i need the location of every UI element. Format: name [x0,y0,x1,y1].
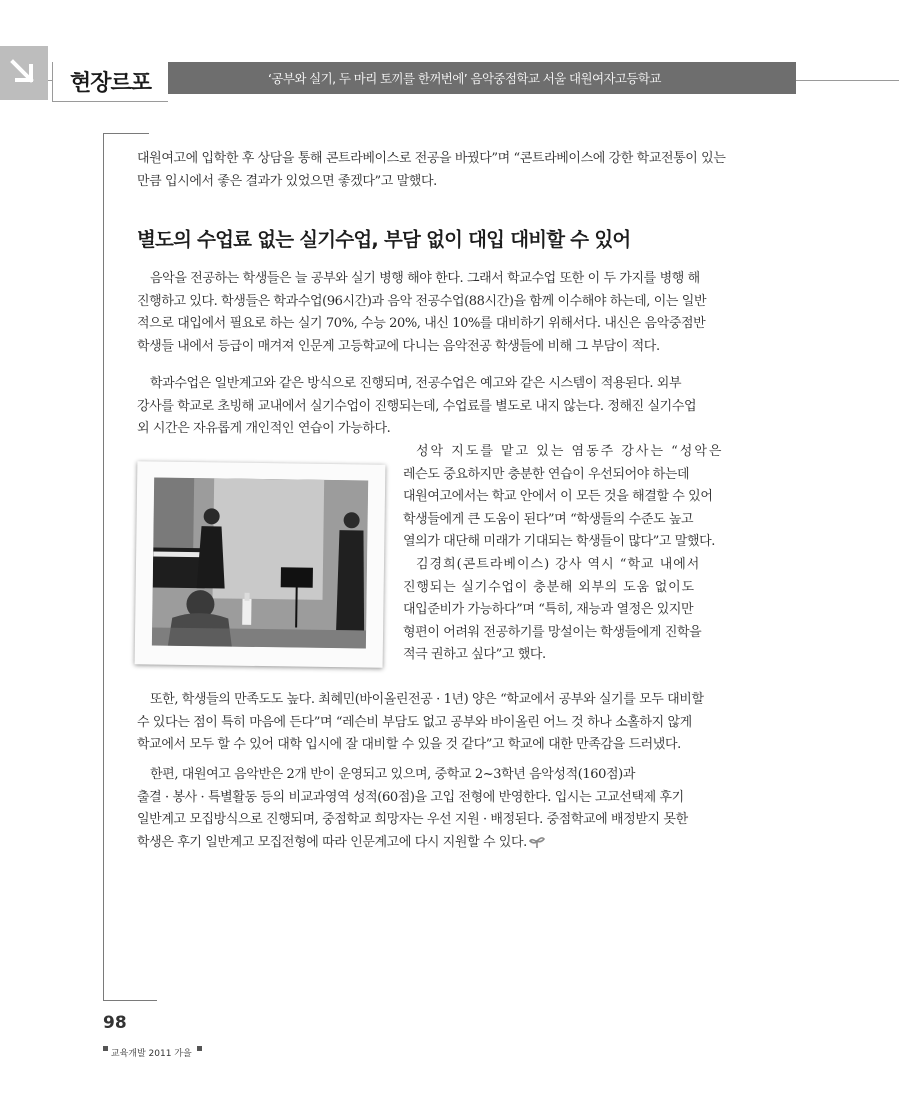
article-title-band [168,62,796,94]
text-line: 적극 권하고 싶다”고 했다. [403,647,546,663]
text-line: 진행되는 실기수업이 충분해 외부의 도움 없이도 [403,579,695,595]
footer-text: 교육개발 2011 가을 [110,1049,192,1059]
section-tab: 현장르포 [52,62,168,102]
footer-square-icon [103,1046,108,1051]
paragraph-3 [137,689,777,757]
photo-scene [152,478,368,649]
text-line: 김경희(콘트라베이스) 강사 역시 “학교 내에서 [416,556,701,572]
text-line: 강사를 학교로 초빙해 교내에서 실기수업이 진행되는데, 수업료를 별도로 내지 않는다. 정해진 실기수업 [137,398,697,414]
text-line: 만큼 입시에서 좋은 결과가 있었으면 좋겠다”고 말했다. [137,173,437,189]
paragraph-1 [137,268,777,358]
class-photo [152,478,368,649]
text-line: 진행하고 있다. 학생들은 학과수업(96시간)과 음악 전공수업(88시간)을 함께 이수해야 하는데, 이는 일반 [137,293,707,309]
frame-left-rule [103,133,104,1001]
text-line [137,832,777,855]
text-line: 학생들 내에서 등급이 매겨져 인문계 고등학교에 다니는 음악전공 학생들에 비해 그 부담이 적다. [137,338,660,354]
text-line: 수 있다는 점이 특히 마음에 든다”며 “레슨비 부담도 없고 공부와 바이올린 어느 것 하나 소홀하지 않게 [137,714,692,730]
text-line: 한편, 대원여고 음악반은 2개 반이 운영되고 있으며, 중학교 2~3학년 음악성적(160점)과 [150,767,636,782]
text-line-content: 학생은 후기 일반계고 모집전형에 따라 인문계고에 다시 지원할 수 있다. [137,834,527,850]
text-line: 학과수업은 일반계고와 같은 방식으로 진행되며, 전공수업은 예고와 같은 시스템이 적용된다. 외부 [150,376,682,391]
page-number: 98 [103,1013,127,1033]
paragraph-4 [137,764,777,854]
leaf-end-mark-icon [529,835,545,849]
side-column [403,441,777,667]
text-line: 외 시간은 자유롭게 개인적인 연습이 가능하다. [137,421,391,437]
text-line: 열의가 대단해 미래가 기대되는 학생들이 많다”고 말했다. [403,534,716,550]
text-line: 적으로 대입에서 필요로 하는 실기 70%, 수능 20%, 내신 10%를 대비하기 위해서다. 내신은 음악중점반 [137,316,706,332]
text-line: 출결 · 봉사 · 특별활동 등의 비교과영역 성적(60점)을 고입 전형에 반영한다. 입시는 고교선택제 후기 [137,789,684,805]
frame-top-rule [103,133,149,134]
photo-frame [135,461,386,667]
corner-box [0,46,48,100]
text-line: 레슨도 중요하지만 충분한 연습이 우선되어야 하는데 [403,466,690,482]
text-line: 일반계고 모집방식으로 진행되며, 중점학교 희망자는 우선 지원 · 배정된다. 중점학교에 배정받지 못한 [137,812,688,828]
frame-bottom-rule [103,1000,157,1001]
text-line: 대입준비가 가능하다”며 “특히, 재능과 열정은 있지만 [403,602,694,618]
section-heading: 별도의 수업료 없는 실기수업, 부담 없이 대입 대비할 수 있어 [137,228,631,251]
text-line: 성악 지도를 맡고 있는 염동주 강사는 “성악은 [416,444,724,459]
arrow-down-right-icon [9,58,39,88]
paragraph-2 [137,373,777,441]
text-line: 학생들에게 큰 도움이 된다”며 “학생들의 수준도 높고 [403,511,694,527]
footer [103,1046,202,1059]
intro-paragraph [137,148,777,193]
text-line: 대원여고에서는 학교 안에서 이 모든 것을 해결할 수 있어 [403,489,713,505]
text-line: 또한, 학생들의 만족도도 높다. 최혜민(바이올린전공 · 1년) 양은 “학교에서 공부와 실기를 모두 대비할 [150,692,704,707]
text-line: 학교에서 모두 할 수 있어 대학 입시에 잘 대비할 수 있을 것 같다”고 학교에 대한 만족감을 드러냈다. [137,737,681,753]
footer-square-icon [197,1046,202,1051]
text-line: 대원여고에 입학한 후 상담을 통해 콘트라베이스로 전공을 바꿨다”며 “콘트라베이스에 강한 학교전통이 있는 [137,151,726,166]
text-line: 형편이 어려워 전공하기를 망설이는 학생들에게 진학을 [403,624,702,640]
text-line: 음악을 전공하는 학생들은 늘 공부와 실기 병행 해야 한다. 그래서 학교수업 또한 이 두 가지를 병행 해 [150,271,700,286]
article-title: ‘공부와 실기, 두 마리 토끼를 한꺼번에’ 음악중점학교 서울 대원여자고등학교 [268,71,661,86]
